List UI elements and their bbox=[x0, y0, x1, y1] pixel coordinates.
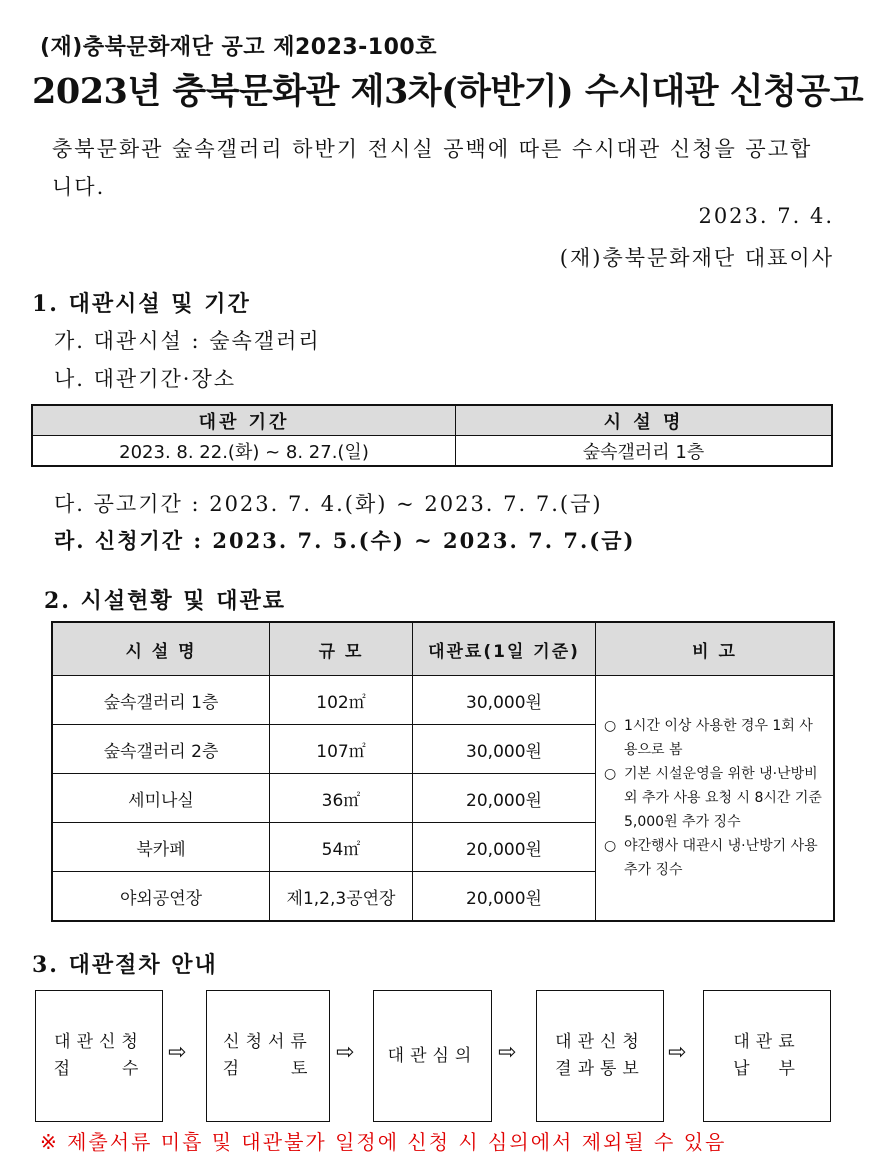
arrow-right-icon: ⇨ bbox=[168, 1040, 187, 1065]
table-cell: 숲속갤러리 2층 bbox=[52, 725, 270, 774]
table-cell: 숲속갤러리 1층 bbox=[52, 676, 270, 725]
table-cell: 20,000원 bbox=[413, 823, 596, 872]
table-cell: 세미나실 bbox=[52, 774, 270, 823]
notice-date: 2023. 7. 4. bbox=[698, 204, 834, 228]
table-cell: 20,000원 bbox=[413, 872, 596, 922]
table-cell: 30,000원 bbox=[413, 676, 596, 725]
table-header: 시 설 명 bbox=[52, 622, 270, 676]
intro-paragraph: 충북문화관 숲속갤러리 하반기 전시실 공백에 따른 수시대관 신청을 공고합니다. bbox=[52, 137, 813, 199]
notice-number: (재)충북문화재단 공고 제2023-100호 bbox=[40, 35, 437, 60]
section2-heading: 2. 시설현황 및 대관료 bbox=[44, 588, 286, 614]
table-cell: 제1,2,3공연장 bbox=[270, 872, 413, 922]
circle-bullet-icon: ○ bbox=[604, 718, 617, 734]
remarks-cell bbox=[596, 676, 835, 922]
table-cell: 20,000원 bbox=[413, 774, 596, 823]
table-cell: 107㎡ bbox=[270, 725, 413, 774]
item-notice-period: 다. 공고기간 : 2023. 7. 4.(화) ~ 2023. 7. 7.(금) bbox=[54, 492, 603, 516]
step-document-review: 신청서류 검 토 bbox=[206, 990, 330, 1122]
arrow-right-icon: ⇨ bbox=[336, 1040, 355, 1065]
step-result-notification: 대관신청 결과통보 bbox=[536, 990, 664, 1122]
table-header: 대관료(1일 기준) bbox=[413, 622, 596, 676]
table-cell: 30,000원 bbox=[413, 725, 596, 774]
table-cell: 102㎡ bbox=[270, 676, 413, 725]
table-cell: 36㎡ bbox=[270, 774, 413, 823]
remark-item: ○ 1시간 이상 사용한 경우 1회 사용으로 봄 bbox=[604, 714, 825, 762]
remark-item: ○ 기본 시설운영을 위한 냉·난방비 외 추가 사용 요청 시 8시간 기준 5,000원 추가 징수 bbox=[604, 762, 825, 834]
table-cell: 숲속갤러리 1층 bbox=[456, 436, 833, 467]
arrow-right-icon: ⇨ bbox=[668, 1040, 687, 1065]
step-fee-payment: 대관료 납 부 bbox=[703, 990, 831, 1122]
section1-heading: 1. 대관시설 및 기간 bbox=[32, 291, 251, 317]
table-cell: 야외공연장 bbox=[52, 872, 270, 922]
table-cell: 54㎡ bbox=[270, 823, 413, 872]
table-cell: 2023. 8. 22.(화) ~ 8. 27.(일) bbox=[32, 436, 456, 467]
item-application-period: 라. 신청기간 : 2023. 7. 5.(수) ~ 2023. 7. 7.(금) bbox=[54, 528, 636, 553]
step-rental-deliberation: 대관심의 bbox=[373, 990, 492, 1122]
table-header: 규 모 bbox=[270, 622, 413, 676]
item-period-place: 나. 대관기간·장소 bbox=[54, 367, 237, 391]
arrow-right-icon: ⇨ bbox=[498, 1040, 517, 1065]
rental-period-table bbox=[31, 404, 833, 467]
footnote-warning: ※ 제출서류 미흡 및 대관불가 일정에 신청 시 심의에서 제외될 수 있음 bbox=[40, 1130, 727, 1154]
section3-heading: 3. 대관절차 안내 bbox=[32, 952, 218, 978]
step-application-receipt: 대관신청 접 수 bbox=[35, 990, 163, 1122]
table-row bbox=[52, 676, 834, 725]
table-header: 비 고 bbox=[596, 622, 835, 676]
remark-item: ○ 야간행사 대관시 냉·난방기 사용 추가 징수 bbox=[604, 834, 825, 882]
circle-bullet-icon: ○ bbox=[604, 838, 617, 854]
table-cell: 북카페 bbox=[52, 823, 270, 872]
page-title: 2023년 충북문화관 제3차(하반기) 수시대관 신청공고 bbox=[32, 71, 864, 112]
issuer: (재)충북문화재단 대표이사 bbox=[559, 246, 834, 270]
circle-bullet-icon: ○ bbox=[604, 766, 617, 782]
table-header: 시 설 명 bbox=[456, 405, 833, 436]
table-header: 대관 기간 bbox=[32, 405, 456, 436]
facility-fee-table bbox=[51, 621, 835, 922]
item-facility: 가. 대관시설 : 숲속갤러리 bbox=[54, 329, 321, 353]
